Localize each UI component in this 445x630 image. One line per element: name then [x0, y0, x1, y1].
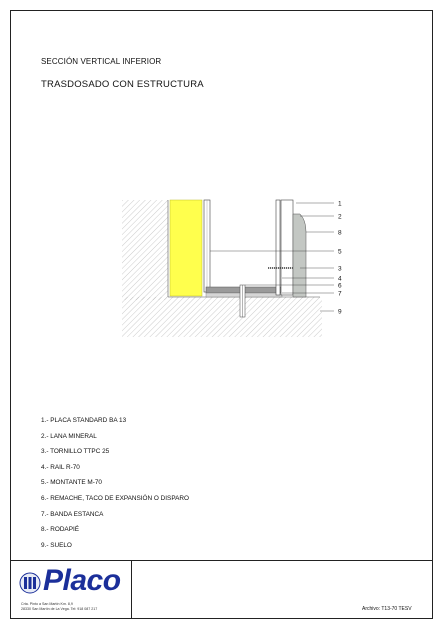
- callout-1: 1: [338, 200, 342, 208]
- callout-8: 8: [338, 229, 342, 237]
- callout-5: 5: [338, 248, 342, 256]
- mineral-wool: [170, 200, 202, 296]
- plasterboard: [276, 200, 280, 295]
- placo-logo-icon: [19, 572, 41, 594]
- plasterboard-outer: [281, 200, 293, 295]
- drawing-title: TRASDOSADO CON ESTRUCTURA: [41, 79, 204, 90]
- address-line-1: Crta. Pinto a San Martín Km. 8,9: [21, 602, 73, 606]
- legend-list: [41, 416, 189, 556]
- baseboard: [293, 214, 306, 297]
- legend-item: 3.- TORNILLO TTPC 25: [41, 448, 110, 456]
- callout-9: 9: [338, 308, 342, 316]
- archive-code: Archivo: T13-70 TESV: [362, 606, 412, 612]
- callout-4: 4: [338, 275, 342, 283]
- legend-item: 9.- SUELO: [41, 541, 72, 549]
- legend-item: 7.- BANDA ESTANCA: [41, 510, 104, 518]
- legend-item: 4.- RAIL R-70: [41, 463, 80, 471]
- legend-item: 8.- RODAPIÉ: [41, 526, 79, 534]
- existing-wall: [122, 200, 168, 300]
- callout-2: 2: [338, 213, 342, 221]
- legend-item: 1.- PLACA STANDARD BA 13: [41, 417, 127, 424]
- callout-6: 6: [338, 282, 342, 290]
- footer-column-divider: [131, 560, 132, 619]
- drawing-subtitle: SECCIÓN VERTICAL INFERIOR: [41, 57, 162, 66]
- address-line-2: 28330 San Martín de La Vega. Tel: 918 087 217: [21, 607, 98, 611]
- legend-item: 5.- MONTANTE M-70: [41, 479, 102, 487]
- brand-name: Placo: [43, 564, 121, 597]
- floor-slab: [122, 297, 322, 337]
- footer-divider: [10, 560, 433, 561]
- callout-7: 7: [338, 290, 342, 298]
- callout-3: 3: [338, 265, 342, 273]
- legend-item: 2.- LANA MINERAL: [41, 432, 97, 440]
- legend-item: 6.- REMACHE, TACO DE EXPANSIÓN O DISPARO: [41, 494, 189, 502]
